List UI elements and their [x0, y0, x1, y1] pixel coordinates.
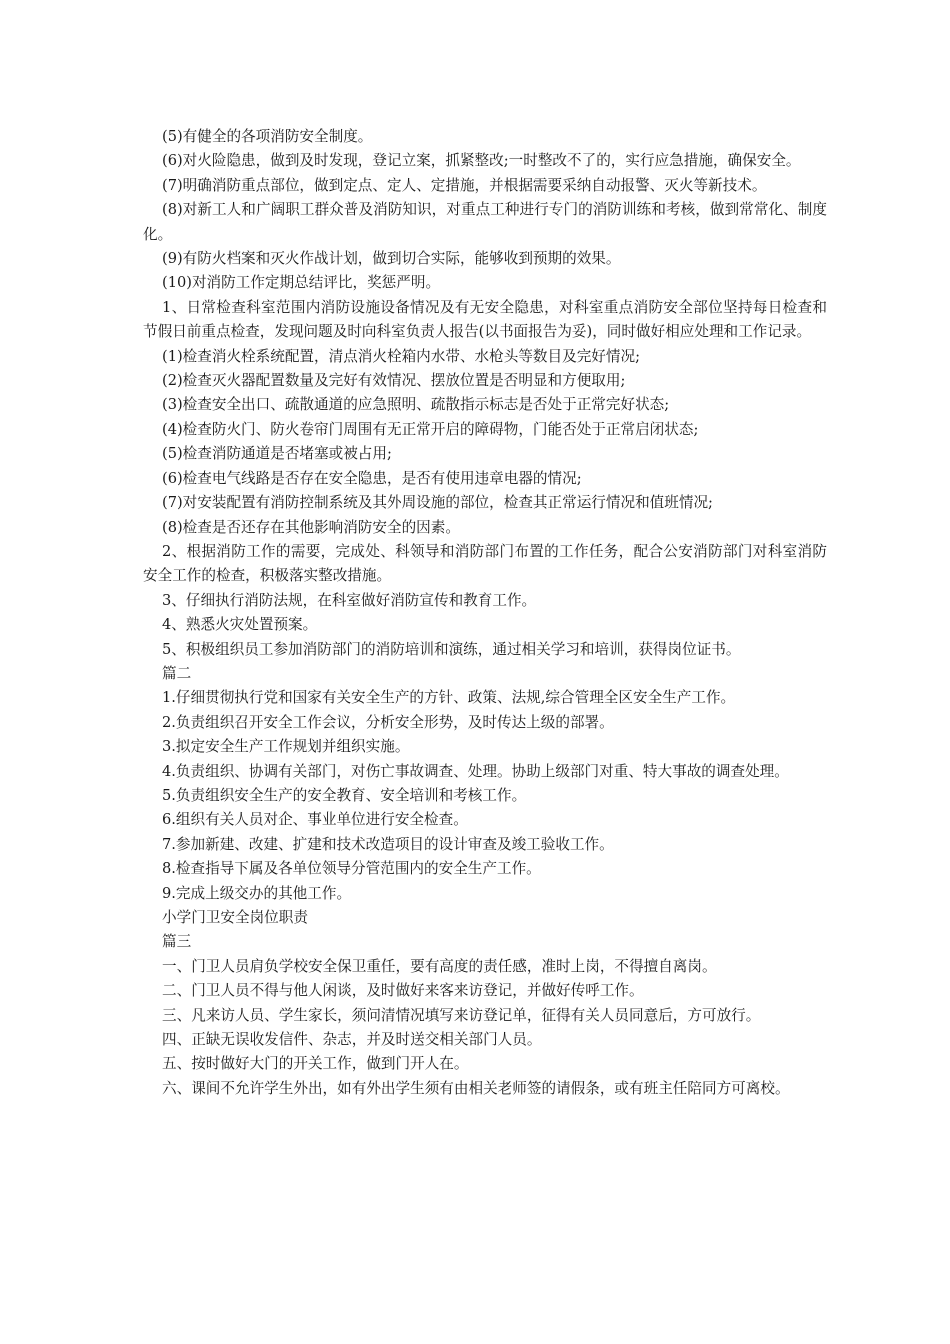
paragraph: 六、课间不允许学生外出，如有外出学生须有由相关老师签的请假条，或有班主任陪同方可离校。 — [162, 1079, 790, 1097]
paragraph: (3)检查安全出口、疏散通道的应急照明、疏散指示标志是否处于正常完好状态; — [162, 396, 670, 414]
paragraph: (2)检查灭火器配置数量及完好有效情况、摆放位置是否明显和方便取用; — [162, 372, 626, 390]
section-title: 小学门卫安全岗位职责 — [162, 909, 308, 926]
section-heading: 篇三 — [162, 933, 192, 951]
paragraph: 9.完成上级交办的其他工作。 — [162, 884, 352, 902]
paragraph: (8)对新工人和广阔职工群众普及消防知识，对重点工种进行专门的消防训练和考核，做到常常化、制度化。 — [143, 201, 827, 243]
paragraph: 四、正缺无误收发信件、杂志，并及时送交相关部门人员。 — [162, 1031, 542, 1049]
paragraph: 2.负责组织召开安全工作会议，分析安全形势，及时传达上级的部署。 — [162, 713, 614, 731]
paragraph: 4、熟悉火灾处置预案。 — [162, 616, 318, 634]
paragraph: (7)明确消防重点部位，做到定点、定人、定措施，并根据需要采纳自动报警、灭火等新技术。 — [162, 176, 767, 194]
paragraph: 5.负责组织安全生产的安全教育、安全培训和考核工作。 — [162, 786, 527, 804]
paragraph: 2、根据消防工作的需要，完成处、科领导和消防部门布置的工作任务，配合公安消防部门对科室消防安全工作的检查，积极落实整改措施。 — [143, 542, 827, 585]
paragraph: 7.参加新建、改建、扩建和技术改造项目的设计审查及竣工验收工作。 — [162, 835, 614, 853]
paragraph: 五、按时做好大门的开关工作，做到门开人在。 — [162, 1055, 469, 1073]
paragraph: (7)对安装配置有消防控制系统及其外周设施的部位，检查其正常运行情况和值班情况; — [162, 494, 713, 512]
paragraph: (10)对消防工作定期总结评比，奖惩严明。 — [162, 274, 441, 292]
paragraph: 5、积极组织员工参加消防部门的消防培训和演练，通过相关学习和培训，获得岗位证书。 — [162, 640, 741, 658]
paragraph: 一、门卫人员肩负学校安全保卫重任，要有高度的责任感，准时上岗，不得擅自离岗。 — [162, 957, 717, 975]
section-heading: 篇二 — [162, 664, 192, 682]
paragraph: (5)检查消防通道是否堵塞或被占用; — [162, 445, 392, 463]
paragraph: 二、门卫人员不得与他人闲谈，及时做好来客来访登记，并做好传呼工作。 — [162, 982, 644, 1000]
document-body — [143, 125, 827, 1101]
paragraph: 8.检查指导下属及各单位领导分管范围内的安全生产工作。 — [162, 860, 541, 878]
paragraph: (4)检查防火门、防火卷帘门周围有无正常开启的障碍物，门能否处于正常启闭状态; — [162, 420, 699, 438]
paragraph: 4.负责组织、协调有关部门，对伤亡事故调查、处理。协助上级部门对重、特大事故的调查处理。 — [162, 762, 789, 780]
paragraph: 1.仔细贯彻执行党和国家有关安全生产的方针、政策、法规,综合管理全区安全生产工作。 — [162, 689, 736, 707]
paragraph: (1)检查消火栓系统配置，清点消火栓箱内水带、水枪头等数目及完好情况; — [162, 347, 640, 365]
paragraph: 3.拟定安全生产工作规划并组织实施。 — [162, 738, 410, 756]
paragraph: 1、日常检查科室范围内消防设施设备情况及有无安全隐患，对科室重点消防安全部位坚持每日检查和节假日前重点检查，发现问题及时向科室负责人报告(以书面报告为妥)，同时做好相应处理和工作记录。 — [143, 298, 827, 341]
paragraph: 三、凡来访人员、学生家长，须问清情况填写来访登记单，征得有关人员同意后，方可放行。 — [162, 1006, 761, 1024]
paragraph: (8)检查是否还存在其他影响消防安全的因素。 — [162, 518, 460, 536]
paragraph: 6.组织有关人员对企、事业单位进行安全检查。 — [162, 811, 468, 829]
paragraph: (9)有防火档案和灭火作战计划，做到切合实际，能够收到预期的效果。 — [162, 250, 621, 268]
paragraph: (5)有健全的各项消防安全制度。 — [162, 128, 373, 145]
paragraph: (6)检查电气线路是否存在安全隐患，是否有使用违章电器的情况; — [162, 469, 582, 487]
paragraph: 3、仔细执行消防法规，在科室做好消防宣传和教育工作。 — [162, 591, 537, 609]
paragraph: (6)对火险隐患，做到及时发现，登记立案，抓紧整改;一时整改不了的，实行应急措施，确保安全。 — [162, 152, 801, 170]
